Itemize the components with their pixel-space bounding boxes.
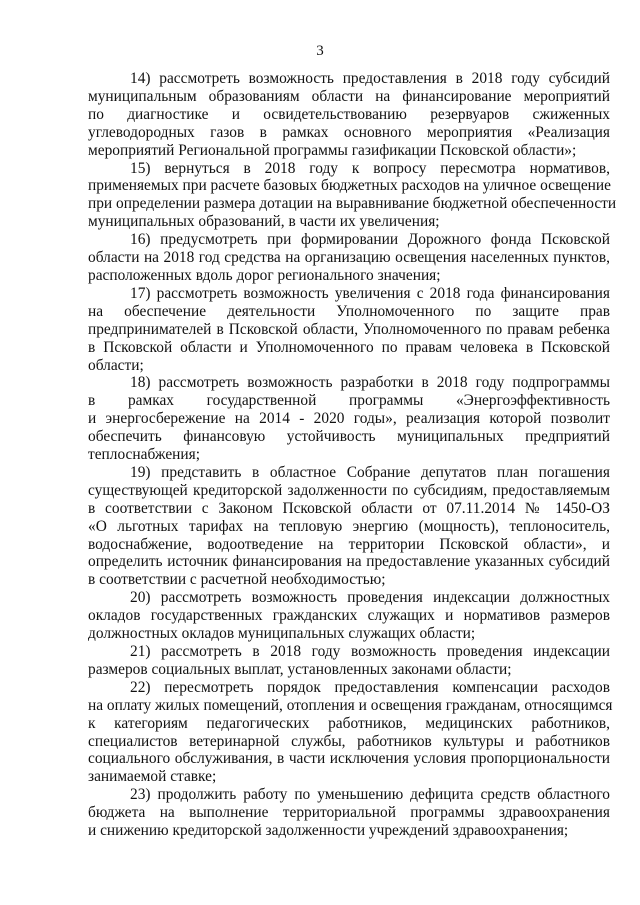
text-line: водоснабжение, водоотведение на территории Псковской области», и [88, 535, 610, 553]
text-line: 14) рассмотреть возможность предоставления в 2018 году субсидий [130, 70, 610, 87]
list-item-item-23 [88, 786, 610, 840]
text-line: «О льготных тарифах на тепловую энергию (мощность), теплоноситель, [88, 517, 610, 535]
list-item-item-20 [88, 589, 610, 643]
document-body [88, 70, 617, 840]
list-item-item-18 [88, 374, 610, 464]
list-item-item-15 [88, 159, 617, 232]
text-line: 22) пересмотреть порядок предоставления компенсации расходов [130, 678, 610, 696]
text-line: 19) представить в областное Собрание депутатов план погашения [130, 463, 610, 481]
text-line: бюджета на выполнение территориальной программы здравоохранения [88, 804, 610, 822]
text-line: должностных окладов муниципальных служащих области; [88, 625, 476, 643]
text-line: окладов государственных гражданских служащих и нормативов размеров [88, 607, 610, 625]
text-line: в соответствии с Законом Псковской области от 07.11.2014 № 1450-ОЗ [88, 499, 610, 517]
text-line: предпринимателей в Псковской области, Уполномоченного по правам ребенка [88, 320, 610, 338]
text-line: при определении размера дотации на выравнивание бюджетной обеспеченности [88, 195, 617, 213]
text-line: 21) рассмотреть в 2018 году возможность проведения индексации [130, 643, 610, 660]
list-item-item-21 [88, 643, 610, 679]
text-line: по диагностике и освидетельствованию резервуаров сжиженных [88, 105, 610, 123]
list-item-item-19 [88, 464, 610, 589]
text-line: социального обслуживания, в части исключения условия пропорциональности [88, 750, 610, 768]
text-line: определить источник финансирования на предоставление указанных субсидий [88, 553, 610, 571]
list-item-item-16 [88, 231, 610, 285]
text-line: и энергосбережение на 2014 - 2020 годы», реализация которой позволит [88, 410, 610, 428]
text-line: 17) рассмотреть возможность увеличения с 2018 года финансирования [130, 284, 610, 302]
text-line: в рамках государственной программы «Энергоэффективность [88, 392, 610, 410]
text-line: размеров социальных выплат, установленных законами области; [88, 660, 512, 678]
text-line: 23) продолжить работу по уменьшению дефицита средств областного [130, 786, 610, 804]
text-line: мероприятий Региональной программы газификации Псковской области»; [88, 141, 577, 159]
page-number: 3 [316, 43, 324, 59]
text-line: 16) предусмотреть при формировании Дорожного фонда Псковской [130, 231, 610, 249]
text-line: к категориям педагогических работников, медицинских работников, [88, 714, 610, 732]
text-line: области; [88, 356, 144, 374]
text-line: муниципальным образованиям области на финансирование мероприятий [88, 87, 610, 105]
text-line: существующей кредиторской задолженности по субсидиям, предоставляемым [88, 481, 610, 499]
text-line: применяемых при расчете базовых бюджетных расходов на уличное освещение [88, 177, 611, 195]
text-line: обеспечить финансовую устойчивость муниципальных предприятий [88, 428, 610, 446]
text-line: 20) рассмотреть возможность проведения индексации должностных [130, 589, 610, 607]
list-item-item-22 [88, 678, 613, 786]
text-line: и снижению кредиторской задолженности учреждений здравоохранения; [88, 822, 569, 840]
text-line: специалистов ветеринарной службы, работников культуры и работников [88, 732, 610, 750]
text-line: расположенных вдоль дорог регионального значения; [88, 266, 441, 284]
list-item-item-17 [88, 285, 610, 375]
text-line: 18) рассмотреть возможность разработки в 2018 году подпрограммы [130, 374, 610, 392]
list-item-item-14 [88, 70, 610, 160]
text-line: на обеспечение деятельности Уполномоченного по защите прав [88, 302, 610, 320]
text-line: 15) вернуться в 2018 году к вопросу пересмотра нормативов, [130, 159, 610, 177]
text-line: области на 2018 год средства на организацию освещения населенных пунктов, [88, 249, 610, 267]
text-line: на оплату жилых помещений, отопления и освещения гражданам, относящимся [88, 696, 613, 714]
text-line: в Псковской области и Уполномоченного по правам человека в Псковской [88, 338, 610, 356]
text-line: муниципальных образований, в части их увеличения; [88, 213, 440, 231]
text-line: в соответствии с расчетной необходимостью; [88, 571, 386, 589]
text-line: занимаемой ставке; [88, 768, 217, 786]
text-line: углеводородных газов в рамках основного мероприятия «Реализация [88, 123, 610, 141]
text-line: теплоснабжения; [88, 446, 200, 464]
